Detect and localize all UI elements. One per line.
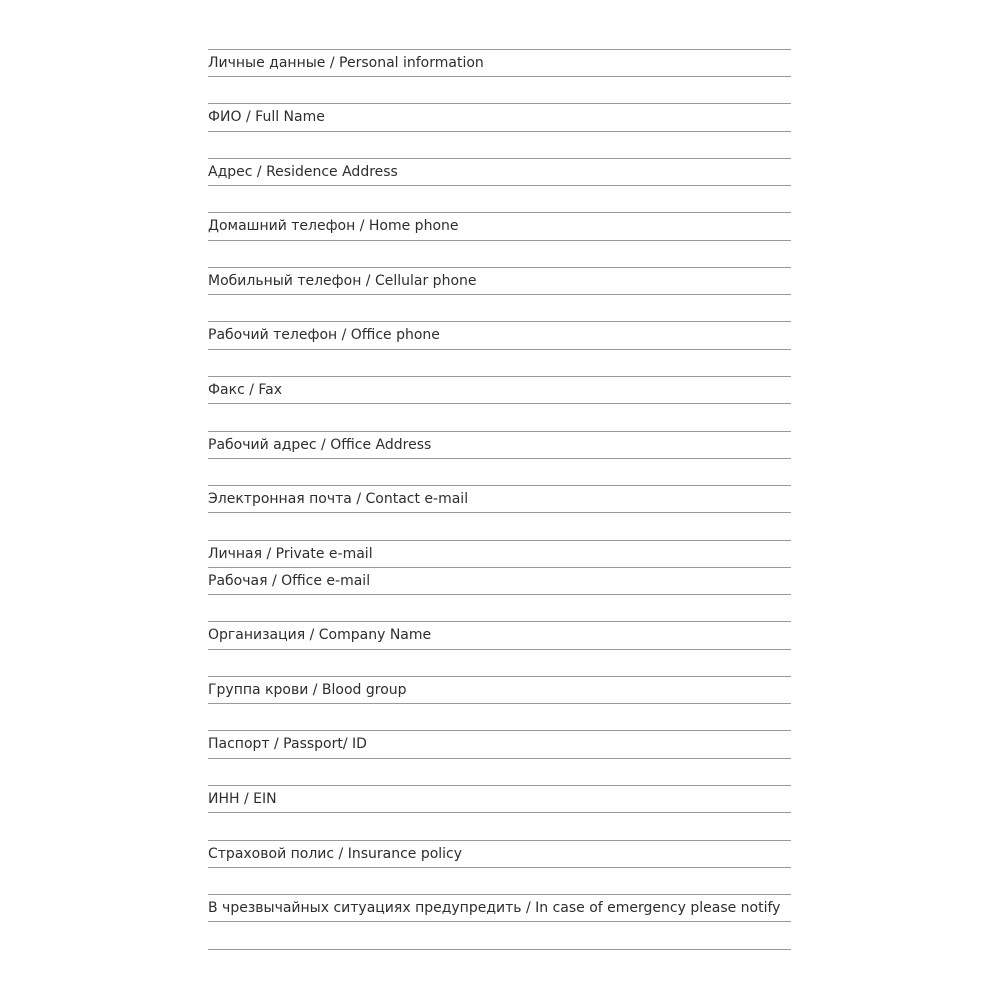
entry-line-ein[interactable] <box>208 813 791 839</box>
label-cellular-phone: Мобильный телефон / Cellular phone <box>208 273 477 289</box>
entry-line-personal-information[interactable] <box>208 77 791 103</box>
entry-line-emergency-notify[interactable] <box>208 922 791 948</box>
label-private-email: Личная / Private e-mail <box>208 546 373 562</box>
section-title-personal-information: Личные данные / Personal information <box>208 55 484 71</box>
entry-line-contact-email[interactable] <box>208 513 791 539</box>
entry-line-office-email[interactable] <box>208 595 791 621</box>
label-insurance-policy: Страховой полис / Insurance policy <box>208 846 463 862</box>
label-full-name: ФИО / Full Name <box>208 109 325 125</box>
label-office-phone: Рабочий телефон / Office phone <box>208 327 440 343</box>
label-home-phone: Домашний телефон / Home phone <box>208 218 459 234</box>
entry-line-passport-id[interactable] <box>208 759 791 785</box>
rule-line <box>208 949 791 950</box>
entry-line-home-phone[interactable] <box>208 241 791 267</box>
rule-line <box>208 785 791 786</box>
personal-info-form <box>208 0 791 1000</box>
entry-line-insurance-policy[interactable] <box>208 868 791 894</box>
label-blood-group: Группа крови / Blood group <box>208 682 407 698</box>
entry-line-office-phone[interactable] <box>208 350 791 376</box>
entry-line-blood-group[interactable] <box>208 704 791 730</box>
entry-line-cellular-phone[interactable] <box>208 295 791 321</box>
label-residence-address: Адрес / Residence Address <box>208 164 398 180</box>
label-passport-id: Паспорт / Passport/ ID <box>208 736 367 752</box>
entry-line-fax[interactable] <box>208 404 791 430</box>
entry-line-company-name[interactable] <box>208 650 791 676</box>
label-office-address: Рабочий адрес / Office Address <box>208 437 432 453</box>
label-ein: ИНН / EIN <box>208 791 277 807</box>
entry-line-full-name[interactable] <box>208 132 791 158</box>
label-company-name: Организация / Company Name <box>208 627 432 643</box>
entry-line-office-address[interactable] <box>208 459 791 485</box>
label-emergency-notify: В чрезвычайных ситуациях предупредить / In case of emergency please notify <box>208 900 781 916</box>
label-contact-email: Электронная почта / Contact e-mail <box>208 491 469 507</box>
entry-line-residence-address[interactable] <box>208 186 791 212</box>
label-office-email: Рабочая / Office e-mail <box>208 573 371 589</box>
rule-line <box>208 376 791 377</box>
label-fax: Факс / Fax <box>208 382 283 398</box>
